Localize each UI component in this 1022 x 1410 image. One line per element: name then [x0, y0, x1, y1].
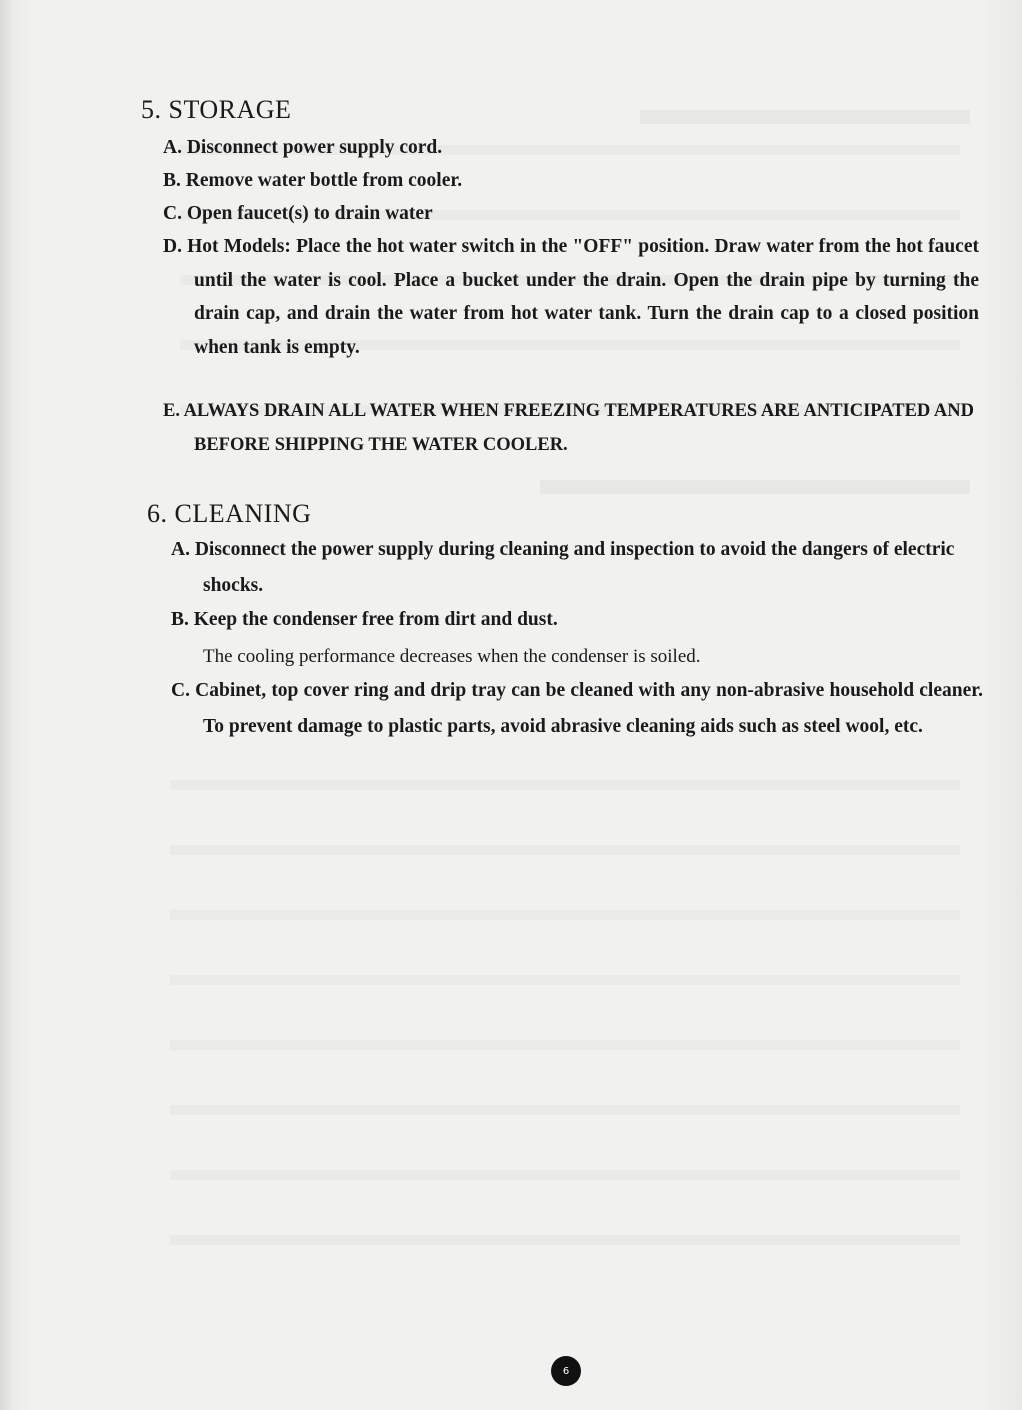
cleaning-item-b: B. Keep the condenser free from dirt and dust. — [171, 609, 558, 630]
page-number-badge: 6 — [551, 1356, 581, 1386]
cleaning-note: The cooling performance decreases when the condenser is soiled. — [203, 646, 701, 667]
storage-item-c: C. Open faucet(s) to drain water — [163, 203, 433, 224]
storage-item-d: D. Hot Models: Place the hot water switch in the "OFF" position. Draw water from the hot faucet until the water is cool. Place a bucket under the drain. Open the drain pipe by turning the drain cap, and drain the water from hot water tank. Turn the drain cap to a closed position when tank is empty. — [163, 236, 979, 358]
cleaning-item-c: C. Cabinet, top cover ring and drip tray can be cleaned with any non-abrasive household cleaner. To prevent damage to plastic parts, avoid abrasive cleaning aids such as steel wool, etc. — [171, 680, 983, 737]
storage-heading: 5. STORAGE — [141, 95, 292, 124]
storage-item-b: B. Remove water bottle from cooler. — [163, 170, 463, 191]
cleaning-heading: 6. CLEANING — [147, 499, 312, 528]
cleaning-item-a: A. Disconnect the power supply during cleaning and inspection to avoid the dangers of electric shocks. — [171, 539, 955, 596]
storage-item-a: A. Disconnect power supply cord. — [163, 137, 443, 158]
storage-item-e: E. ALWAYS DRAIN ALL WATER WHEN FREEZING TEMPERATURES ARE ANTICIPATED AND BEFORE SHIPPING THE WATER COOLER. — [163, 401, 974, 455]
